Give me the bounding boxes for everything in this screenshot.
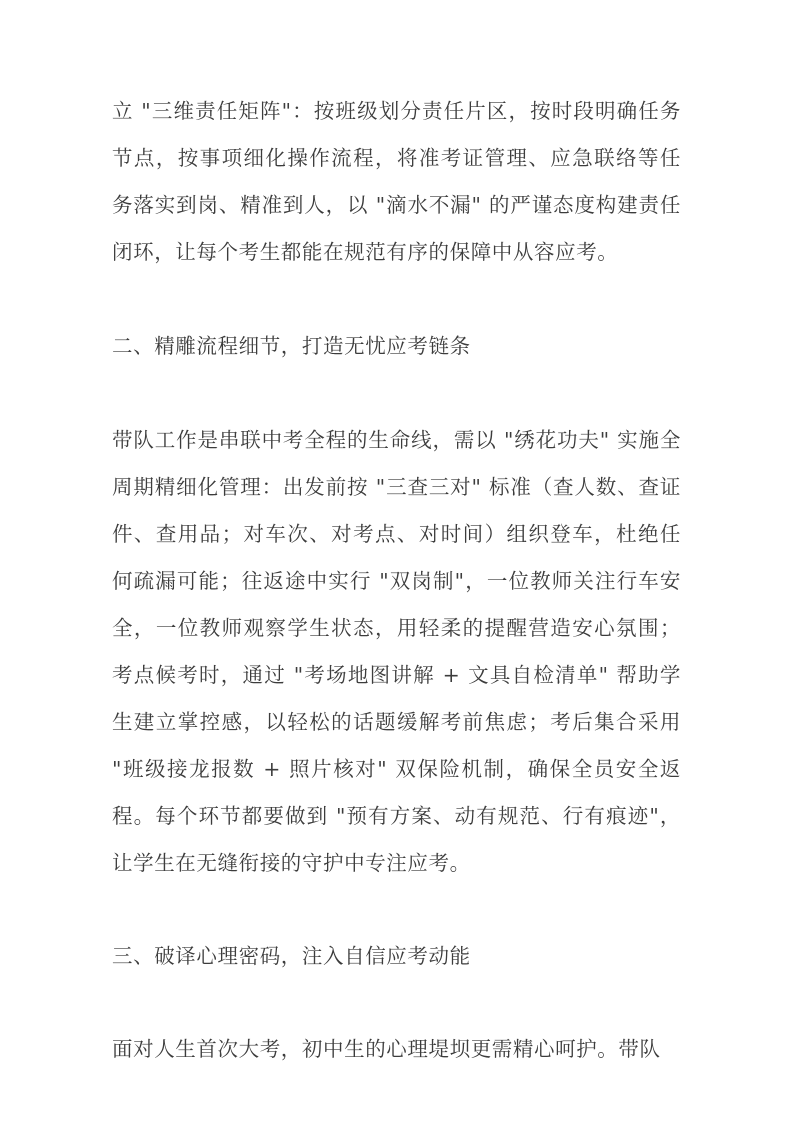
paragraph-continued: 立 "三维责任矩阵"：按班级划分责任片区，按时段明确任务节点，按事项细化操作流程，将准考证管理、应急联络等任务落实到岗、精准到人，以 "滴水不漏" 的严谨态度构建责任闭环，让每个考生都能在规范有序的保障中从容应考。 <box>112 99 681 264</box>
section-heading-three: 三、破译心理密码，注入自信应考动能 <box>112 944 471 968</box>
paragraph-spacer <box>112 980 681 1026</box>
paragraph-spacer <box>112 276 681 323</box>
section-heading-two: 二、精雕流程细节，打造无忧应考链条 <box>112 334 471 358</box>
paragraph-section-two: 带队工作是串联中考全程的生命线，需以 "绣花功夫" 实施全周期精细化管理：出发前按 "三查三对" 标准（查人数、查证件、查用品；对车次、对考点、对时间）组织登车，杜绝任何疏漏可能；往返途中实行 "双岗制"，一位教师关注行车安全，一位教师观察学生状态，用轻柔的提醒营造安心氛围；考点候考时，通过 "考场地图讲解 + 文具自检清单" 帮助学生建立掌控感，以轻松的话题缓解考前焦虑；考后集合采用 "班级接龙报数 + 照片核对" 双保险机制，确保全员安全返程。每个环节都要做到 "预有方案、动有规范、行有痕迹"，让学生在无缝衔接的守护中专注应考。 <box>112 428 681 875</box>
paragraph-spacer <box>112 370 681 417</box>
document-body <box>112 88 681 1073</box>
paragraph-spacer <box>112 887 681 933</box>
paragraph-section-three: 面对人生首次大考，初中生的心理堤坝更需精心呵护。带队 <box>112 1037 661 1061</box>
